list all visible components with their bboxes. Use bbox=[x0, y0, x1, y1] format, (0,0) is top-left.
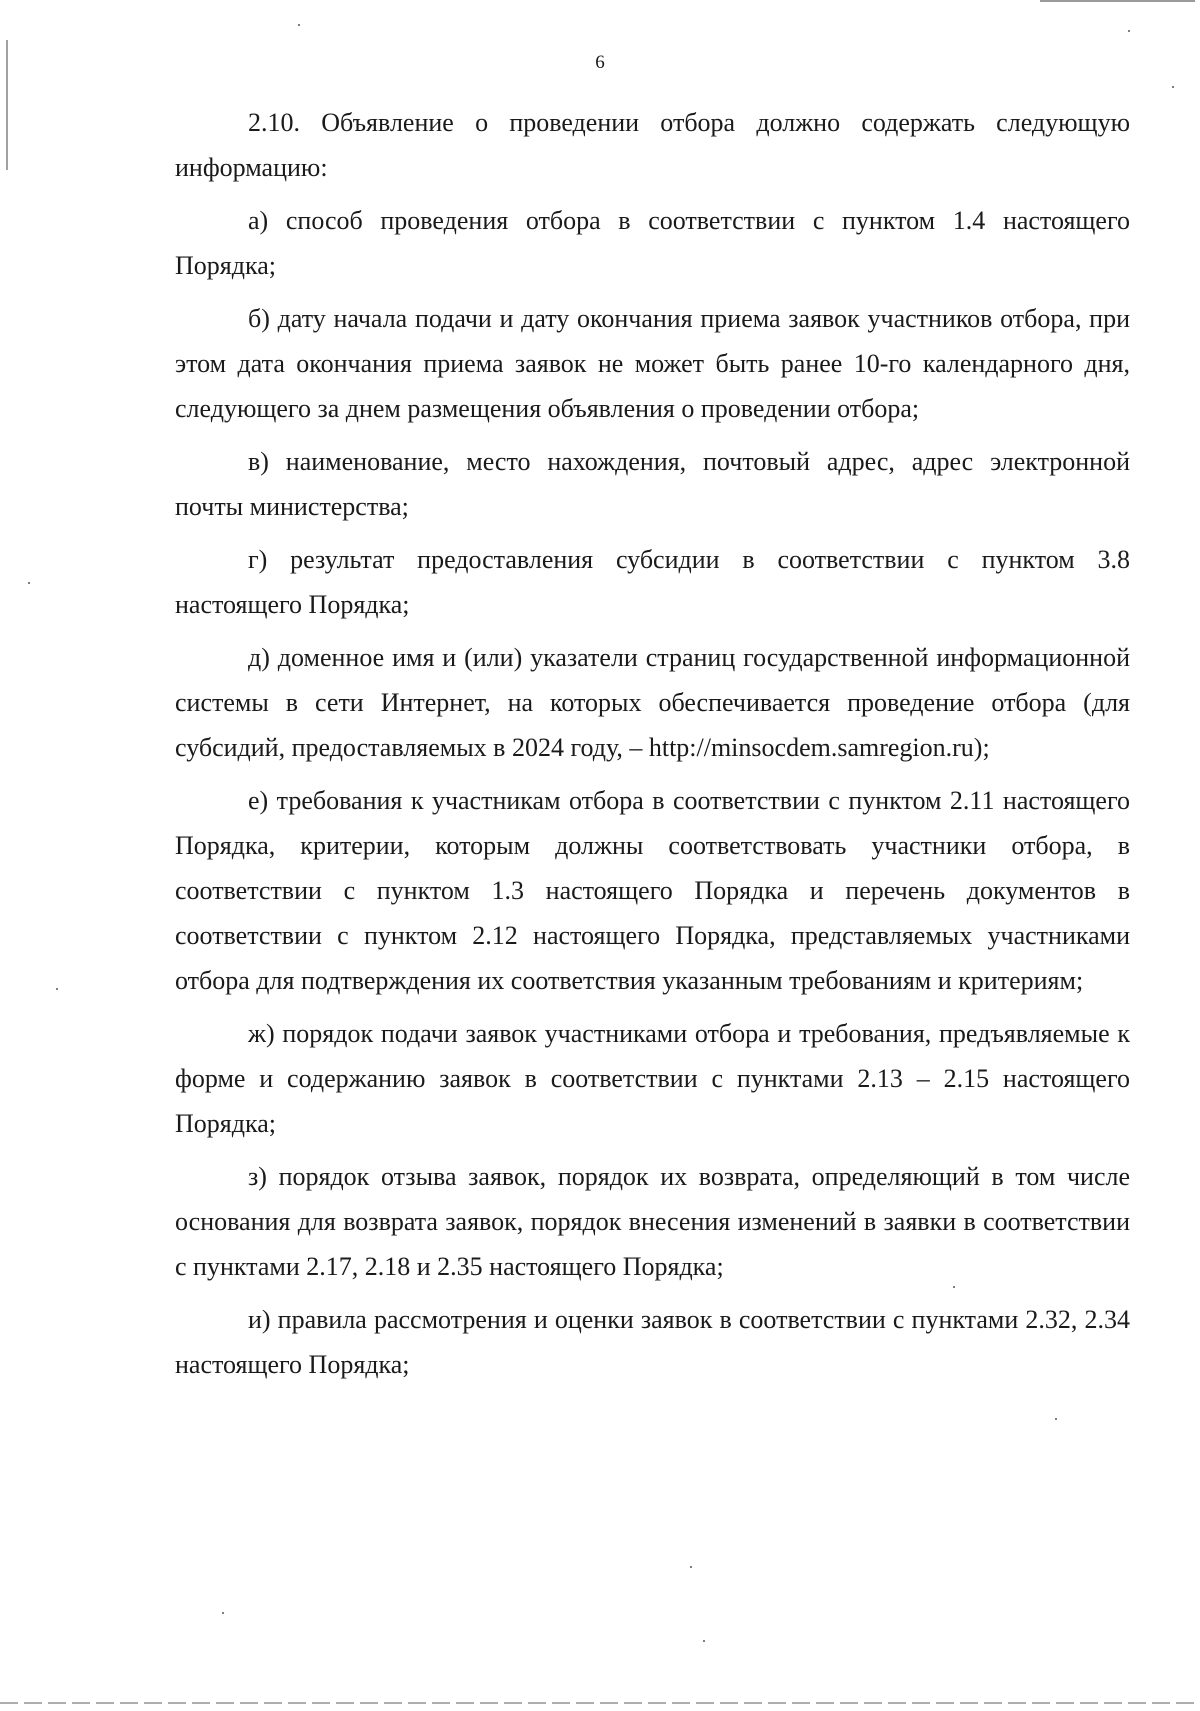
scan-speck bbox=[28, 582, 30, 584]
paragraph-2-10: 2.10. Объявление о проведении отбора должно содержать следующую информацию: bbox=[175, 108, 1130, 182]
paragraph-item-i: и) правила рассмотрения и оценки заявок в соответствии с пунктами 2.32, 2.34 настоящего Порядка; bbox=[175, 1305, 1130, 1379]
scan-speck bbox=[703, 1640, 705, 1642]
paragraph-item-g: г) результат предоставления субсидии в соответствии с пунктом 3.8 настоящего Порядка; bbox=[175, 545, 1130, 619]
scan-speck bbox=[1172, 86, 1174, 88]
scan-artifact-bottom bbox=[0, 1702, 1200, 1704]
paragraph-item-b: б) дату начала подачи и дату окончания приема заявок участников отбора, при этом дата окончания приема заявок не может быть ранее 10-го календарного дня, следующего за днем размещения объявления о проведении отбора; bbox=[175, 304, 1130, 423]
paragraph-item-d: д) доменное имя и (или) указатели страниц государственной информационной системы в сети Интернет, на которых обеспечивается проведение отбора (для субсидий, предоставляемых в 2024 году, – http://minsocdem.samregion.ru); bbox=[175, 643, 1130, 762]
scan-artifact-top bbox=[1040, 0, 1195, 2]
paragraph-item-z: з) порядок отзыва заявок, порядок их возврата, определяющий в том числе основания для возврата заявок, порядок внесения изменений в заявки в соответствии с пунктами 2.17, 2.18 и 2.35 настоящего Порядка; bbox=[175, 1162, 1130, 1281]
document-body bbox=[175, 100, 1130, 1387]
paragraph-item-zh: ж) порядок подачи заявок участниками отбора и требования, предъявляемые к форме и содержанию заявок в соответствии с пунктами 2.13 – 2.15 настоящего Порядка; bbox=[175, 1019, 1130, 1138]
paragraph-item-v: в) наименование, место нахождения, почтовый адрес, адрес электронной почты министерства; bbox=[175, 447, 1130, 521]
paragraph-item-e: е) требования к участникам отбора в соответствии с пунктом 2.11 настоящего Порядка, критерии, которым должны соответствовать участники отбора, в соответствии с пунктом 1.3 настоящего Порядка и перечень документов в соответствии с пунктом 2.12 настоящего Порядка, представляемых участниками отбора для подтверждения их соответствия указанным требованиям и критериям; bbox=[175, 786, 1130, 995]
scan-speck bbox=[56, 988, 58, 990]
scan-speck bbox=[222, 1612, 224, 1614]
paragraph-item-a: а) способ проведения отбора в соответствии с пунктом 1.4 настоящего Порядка; bbox=[175, 206, 1130, 280]
page-number: 6 bbox=[595, 52, 605, 73]
scan-speck bbox=[298, 24, 300, 26]
scan-speck bbox=[1128, 30, 1130, 32]
scan-speck bbox=[1055, 1418, 1057, 1420]
scan-speck bbox=[690, 1566, 692, 1568]
